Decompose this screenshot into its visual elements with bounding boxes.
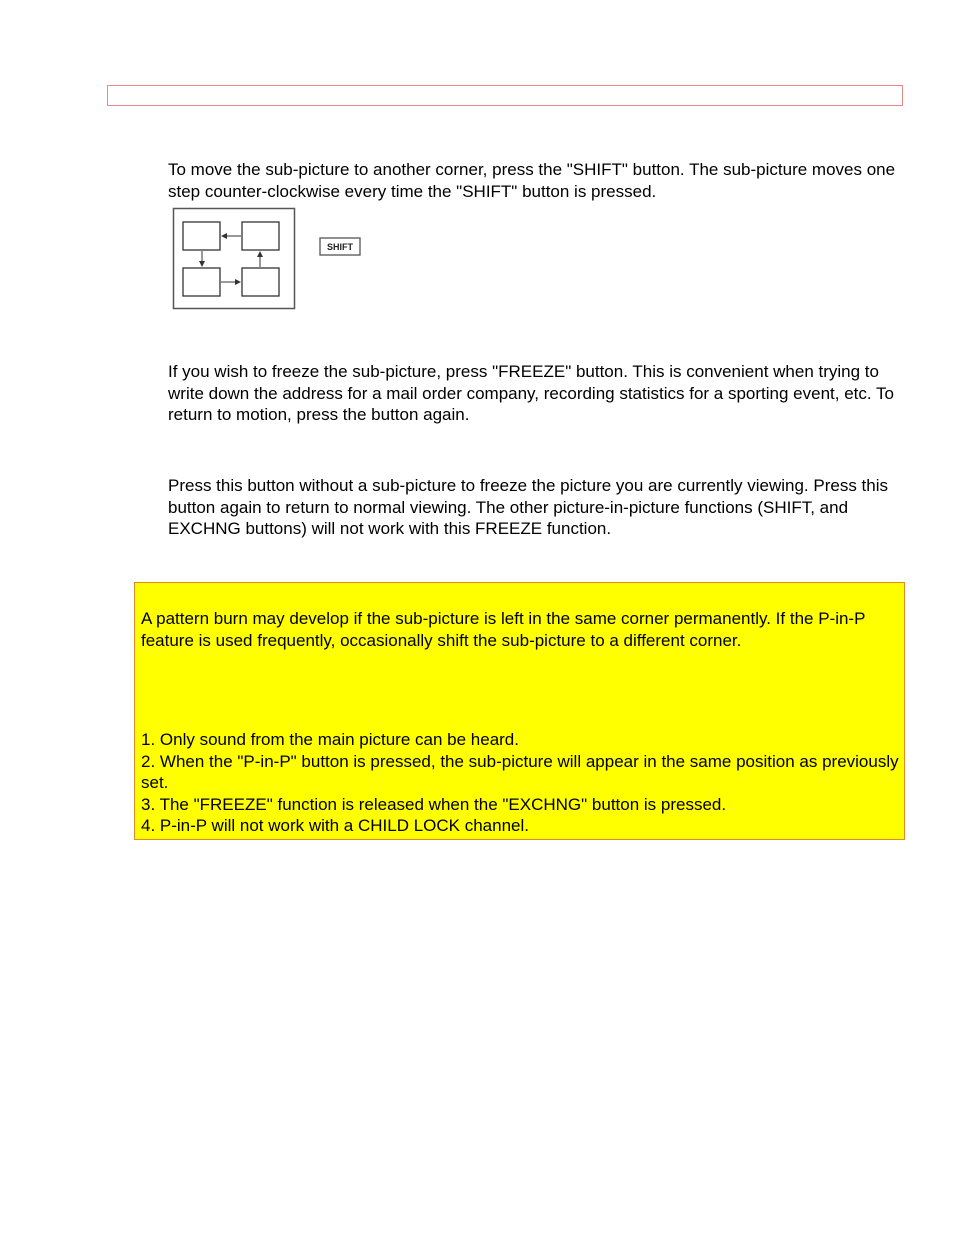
shift-diagram [172, 207, 368, 311]
corner-bottom-left [183, 268, 220, 296]
corner-top-right [242, 222, 279, 250]
note-item: 3. The "FREEZE" function is released when the "EXCHNG" button is pressed. [141, 794, 727, 814]
corner-top-left [183, 222, 220, 250]
pattern-burn-warning: A pattern burn may develop if the sub-picture is left in the same corner permanently. If the P-in-P feature is used frequently, occasionally shift the sub-picture to a different corner. [141, 609, 866, 650]
shift-paragraph: To move the sub-picture to another corner, press the "SHIFT" button. The sub-picture moves one step counter-clockwise every time the "SHIFT" button is pressed. [168, 160, 896, 201]
freeze-paragraph: If you wish to freeze the sub-picture, press "FREEZE" button. This is convenient when trying to write down the address for a mail order company, recording statistics for a sporting event, etc. To return to motion, press the button again. [168, 362, 894, 424]
header-bar [107, 85, 903, 106]
note-item: 1. Only sound from the main picture can be heard. [141, 730, 519, 749]
notes-list [141, 729, 901, 837]
shift-button-label: SHIFT [327, 242, 353, 252]
note-item: 4. P-in-P will not work with a CHILD LOCK channel. [141, 816, 530, 835]
note-item: 2. When the "P-in-P" button is pressed, the sub-picture will appear in the same position as previously set. [141, 751, 899, 792]
note-box [134, 582, 905, 840]
freeze-main-paragraph: Press this button without a sub-picture to freeze the picture you are currently viewing. Press this button again to return to normal viewing. The other picture-in-picture functions (SHIFT, and EXCHNG buttons) will not work with this FREEZE function. [168, 476, 889, 538]
corner-bottom-right [242, 268, 279, 296]
